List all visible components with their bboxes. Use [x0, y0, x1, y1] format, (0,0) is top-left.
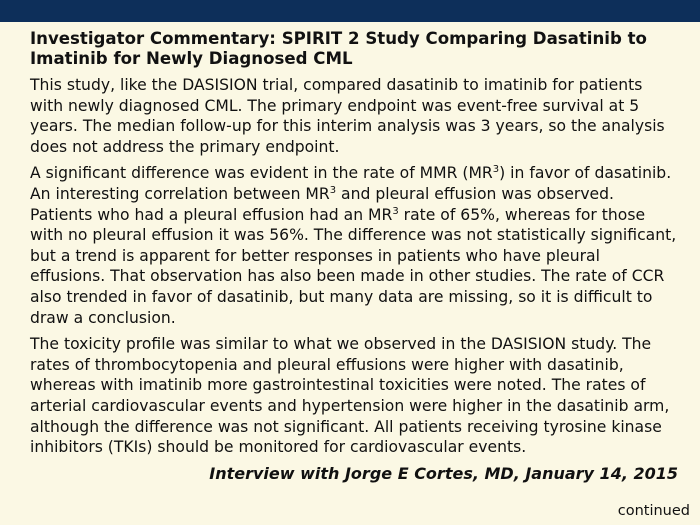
superscript: 3	[392, 205, 399, 217]
paragraph-3: The toxicity profile was similar to what we observed in the DASISION study. The rates of thrombocytopenia and pleural effusions were higher with dasatinib, whereas with imatinib more gastrointestinal toxicities were noted. The rates of arterial cardiovascular events and hypertension were higher in the dasatinib arm, although the difference was not significant. All patients receiving tyrosine kinase inhibitors (TKIs) should be monitored for cardiovascular events.	[30, 335, 670, 457]
continued-label: continued	[617, 503, 690, 519]
superscript: 3	[492, 164, 500, 176]
paragraph-2	[30, 163, 678, 328]
p2-text-c: and pleural effusion was observed. Patients who had a pleural effusion had an MR	[30, 184, 615, 224]
slide-title	[30, 29, 678, 69]
p2-text-b: ) in favor of dasatinib. An interesting correlation between MR	[30, 164, 672, 203]
paragraph-1: This study, like the DASISION trial, compared dasatinib to imatinib for patients with newly diagnosed CML. The primary endpoint was event-free survival at 5 years. The median follow-up for this interim analysis was 3 years, so the analysis does not address the primary endpoint.	[30, 76, 665, 156]
p2-text-d: rate of 65%, whereas for those with no pleural effusion it was 56%. The difference was not statistically significant, but a trend is apparent for better responses in patients who have pleural effusions. That observation has also been made in other studies. The rate of CCR also trended in favor of dasatinib, but many data are missing, so it is difficult to draw a conclusion.	[30, 205, 677, 327]
p2-text-a: A significant difference was evident in the rate of MMR (MR	[30, 164, 493, 183]
interview-credit: Interview with Jorge E Cortes, MD, January 14, 2015	[209, 463, 678, 483]
title-line-1: Investigator Commentary: SPIRIT 2 Study Comparing Dasatinib to	[30, 29, 647, 48]
title-line-2: Imatinib for Newly Diagnosed CML	[30, 49, 353, 68]
top-banner	[0, 0, 700, 22]
superscript: 3	[329, 184, 337, 196]
slide-content	[30, 29, 678, 484]
